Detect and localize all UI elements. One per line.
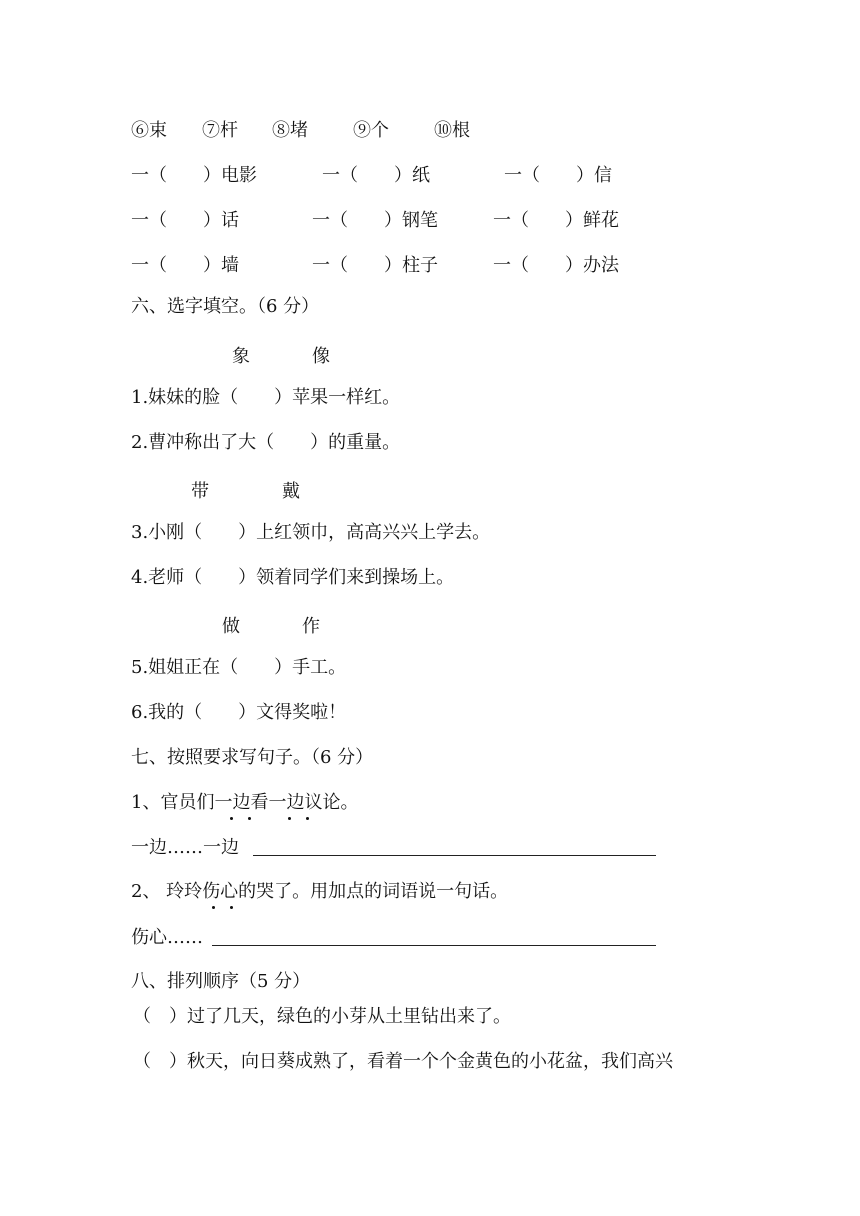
section-8-title: 八、排列顺序（5 分） — [131, 971, 311, 992]
measure-word: ⑩根 — [434, 120, 470, 141]
sentence-q1: 1、官员们一边看一边议论。 — [131, 792, 359, 813]
fill-item: 一（ ）钢笔 — [312, 210, 438, 231]
question-item: 2.曹冲称出了大（ ）的重量。 — [131, 432, 401, 453]
question-item: 5.姐姐正在（ ）手工。 — [131, 657, 347, 678]
fill-item: 一（ ）信 — [504, 165, 612, 186]
emphasis-dot — [306, 817, 309, 820]
emphasis-dot — [230, 906, 233, 909]
sentence-q2: 2、 玲玲伤心的哭了。用加点的词语说一句话。 — [131, 881, 509, 902]
answer-line[interactable] — [253, 855, 656, 856]
emphasis-dot — [230, 817, 233, 820]
char-option: 像 — [312, 346, 330, 367]
measure-word: ⑨个 — [353, 120, 389, 141]
measure-word: ⑥束 — [131, 120, 167, 141]
question-item: 3.小刚（ ）上红领巾，高高兴兴上学去。 — [131, 522, 491, 543]
char-option: 象 — [232, 346, 250, 367]
emphasis-dot — [212, 906, 215, 909]
emphasis-dot — [248, 817, 251, 820]
char-option: 做 — [222, 616, 240, 637]
fill-item: 一（ ）鲜花 — [493, 210, 619, 231]
order-item: （ ）过了几天，绿色的小芽从土里钻出来了。 — [133, 1006, 511, 1027]
char-option: 带 — [191, 481, 209, 502]
answer-line[interactable] — [212, 945, 656, 946]
measure-word: ⑦杆 — [202, 120, 238, 141]
fill-item: 一（ ）办法 — [493, 255, 619, 276]
fill-item: 一（ ）话 — [131, 210, 239, 231]
measure-word: ⑧堵 — [272, 120, 308, 141]
answer-label: 伤心…… — [131, 927, 203, 948]
char-option: 戴 — [282, 481, 300, 502]
fill-item: 一（ ）墙 — [131, 255, 239, 276]
answer-label: 一边……一边 — [131, 837, 239, 858]
fill-item: 一（ ）柱子 — [312, 255, 438, 276]
char-option: 作 — [302, 616, 320, 637]
question-item: 4.老师（ ）领着同学们来到操场上。 — [131, 567, 455, 588]
order-item: （ ）秋天，向日葵成熟了，看着一个个金黄色的小花盆，我们高兴 — [133, 1051, 673, 1072]
question-item: 1.妹妹的脸（ ）苹果一样红。 — [131, 387, 401, 408]
question-item: 6.我的（ ）文得奖啦！ — [131, 702, 347, 723]
emphasis-dot — [288, 817, 291, 820]
section-6-title: 六、选字填空。（6 分） — [131, 296, 320, 317]
fill-item: 一（ ）纸 — [322, 165, 430, 186]
fill-item: 一（ ）电影 — [131, 165, 257, 186]
section-7-title: 七、按照要求写句子。（6 分） — [131, 747, 374, 768]
